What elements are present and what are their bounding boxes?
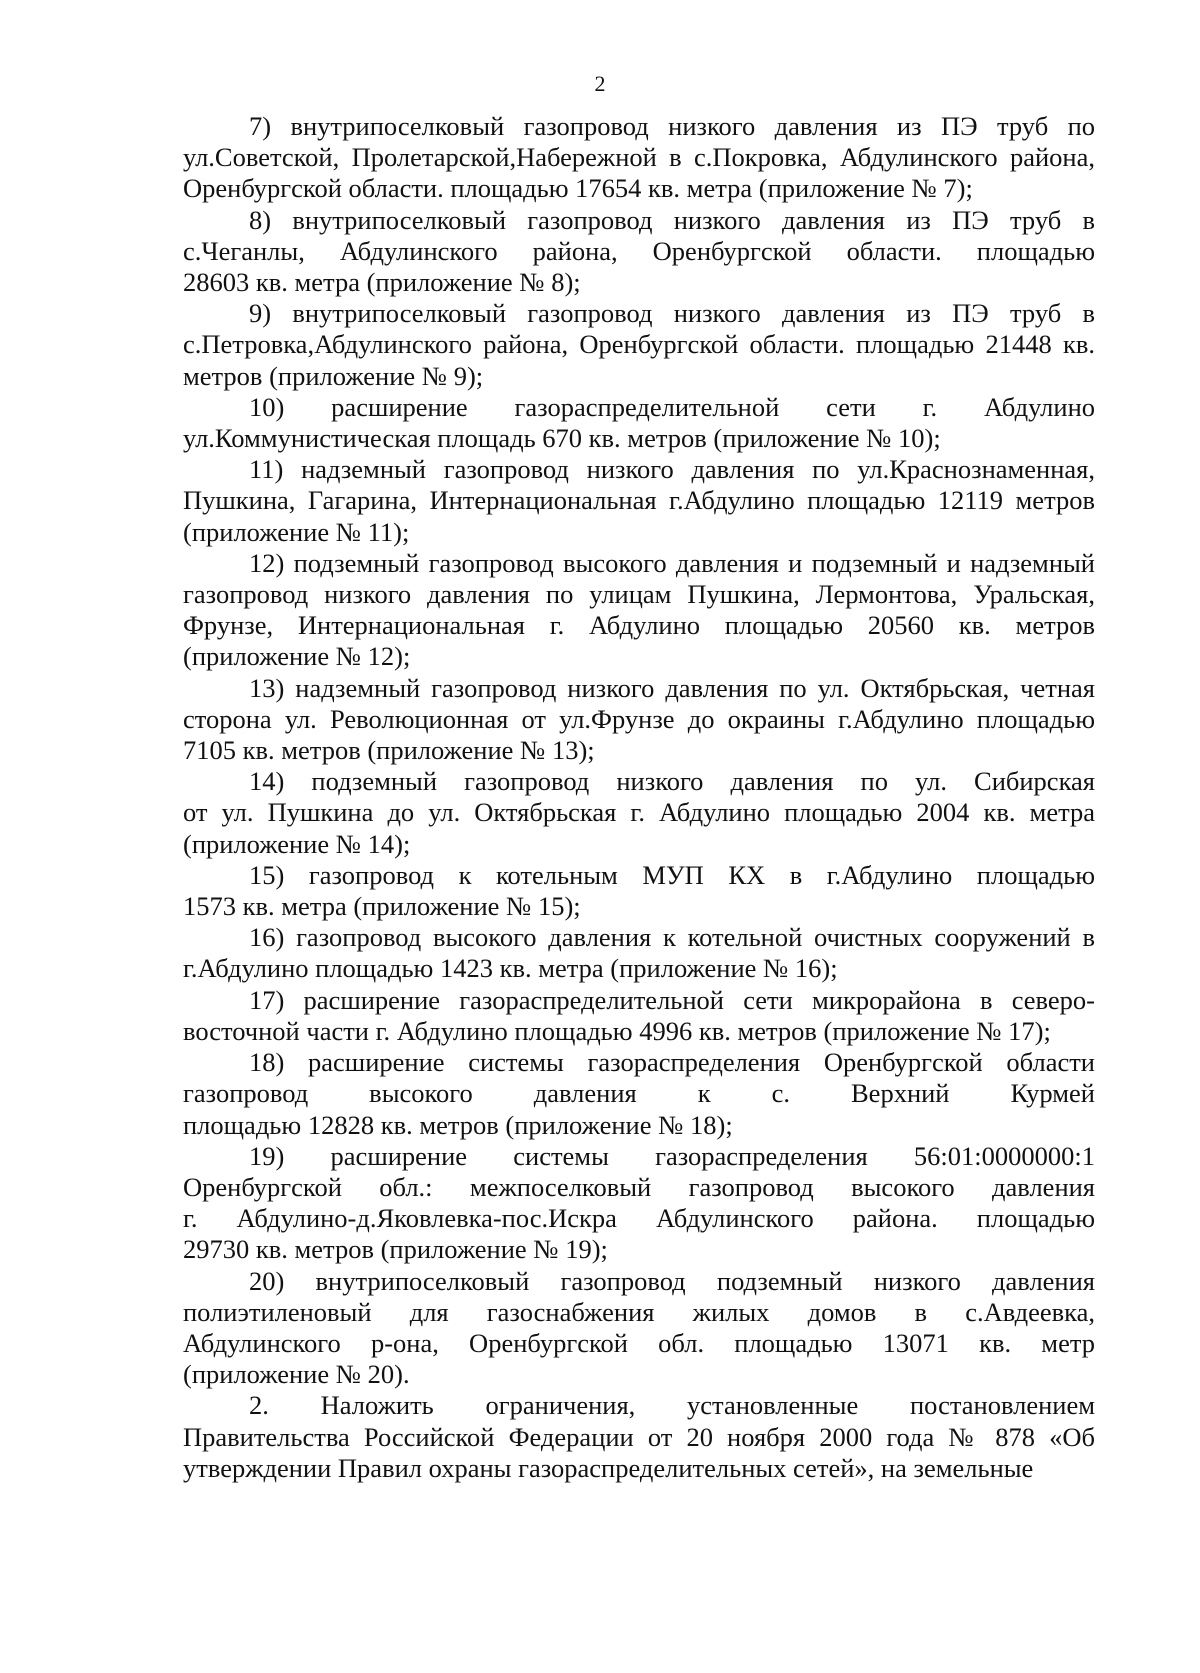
paragraph-item-9 xyxy=(183,298,1095,392)
paragraph-item-10 xyxy=(183,392,1095,454)
text-line: 28603 кв. метра (приложение № 8); xyxy=(183,267,581,298)
document-body xyxy=(183,111,1095,1484)
text-line: с.Петровка,Абдулинского района, Оренбургской области. площадью 21448 кв. xyxy=(183,329,1095,360)
paragraph-item-15 xyxy=(183,860,1095,922)
text-line: Абдулинского р-она, Оренбургской обл. площадью 13071 кв. метр xyxy=(183,1327,1095,1358)
text-line: 1573 кв. метра (приложение № 15); xyxy=(183,891,581,922)
text-line: 14) подземный газопровод низкого давления по ул. Сибирская xyxy=(249,766,1095,797)
text-line: с.Чеганлы, Абдулинского района, Оренбургской области. площадью xyxy=(183,235,1095,266)
text-line: 20) внутрипоселковый газопровод подземный низкого давления xyxy=(249,1265,1095,1296)
paragraph-item-8 xyxy=(183,205,1095,299)
paragraph-item-7 xyxy=(183,111,1095,205)
text-line: (приложение № 14); xyxy=(183,828,411,859)
text-line: (приложение № 11); xyxy=(183,516,410,547)
text-line: г. Абдулино-д.Яковлевка-пос.Искра Абдулинского района. площадью xyxy=(183,1203,1095,1234)
text-line: 2. Наложить ограничения, установленные постановлением xyxy=(249,1390,1095,1421)
paragraph-item-17 xyxy=(183,985,1095,1047)
text-line: 18) расширение системы газораспределения Оренбургской области xyxy=(249,1047,1095,1078)
text-line: 7) внутрипоселковый газопровод низкого давления из ПЭ труб по xyxy=(249,111,1095,141)
paragraph-item-16 xyxy=(183,922,1095,984)
text-line: утверждении Правил охраны газораспределительных сетей», на земельные xyxy=(183,1452,1034,1483)
paragraph-item-12 xyxy=(183,548,1095,673)
text-line: Правительства Российской Федерации от 20 ноября 2000 года № 878 «Об xyxy=(183,1421,1095,1452)
text-line: Оренбургской обл.: межпоселковый газопровод высокого давления xyxy=(183,1171,1095,1202)
text-line: 12) подземный газопровод высокого давления и подземный и надземный xyxy=(249,547,1095,578)
text-line: 13) надземный газопровод низкого давления по ул. Октябрьская, четная xyxy=(249,672,1095,703)
text-line: 19) расширение системы газораспределения 56:01:0000000:1 xyxy=(249,1140,1095,1171)
paragraph-item-11 xyxy=(183,454,1095,548)
text-line: газопровод высокого давления к с. Верхний Курмей xyxy=(183,1078,1095,1109)
text-line: г.Абдулино площадью 1423 кв. метра (приложение № 16); xyxy=(183,953,838,984)
text-line: ул.Советской, Пролетарской,Набережной в с.Покровка, Абдулинского района, xyxy=(183,142,1095,173)
text-line: 16) газопровод высокого давления к котельной очистных сооружений в xyxy=(249,922,1095,953)
text-line: 11) надземный газопровод низкого давления по ул.Краснознаменная, xyxy=(249,454,1095,485)
paragraph-clause-2 xyxy=(183,1390,1095,1484)
text-line: (приложение № 12); xyxy=(183,641,411,672)
text-line: Пушкина, Гагарина, Интернациональная г.Абдулино площадью 12119 метров xyxy=(183,485,1095,516)
paragraph-item-18 xyxy=(183,1047,1095,1141)
text-line: сторона ул. Революционная от ул.Фрунзе до окраины г.Абдулино площадью xyxy=(183,703,1095,734)
paragraph-item-13 xyxy=(183,673,1095,767)
text-line: метров (приложение № 9); xyxy=(183,360,484,391)
text-line: полиэтиленовый для газоснабжения жилых домов в с.Авдеевка, xyxy=(183,1296,1095,1327)
text-line: (приложение № 20). xyxy=(183,1359,410,1390)
paragraph-item-20 xyxy=(183,1266,1095,1391)
page-number: 2 xyxy=(594,71,606,96)
paragraph-item-14 xyxy=(183,766,1095,860)
text-line: Фрунзе, Интернациональная г. Абдулино площадью 20560 кв. метров xyxy=(183,610,1095,641)
text-line: восточной части г. Абдулино площадью 4996 кв. метров (приложение № 17); xyxy=(183,1015,1051,1046)
text-line: 8) внутрипоселковый газопровод низкого давления из ПЭ труб в xyxy=(249,204,1095,235)
text-line: 9) внутрипоселковый газопровод низкого давления из ПЭ труб в xyxy=(249,298,1095,329)
text-line: ул.Коммунистическая площадь 670 кв. метров (приложение № 10); xyxy=(183,423,941,454)
text-line: от ул. Пушкина до ул. Октябрьская г. Абдулино площадью 2004 кв. метра xyxy=(183,797,1095,828)
text-line: 15) газопровод к котельным МУП КХ в г.Абдулино площадью xyxy=(249,859,1095,890)
text-line: 17) расширение газораспределительной сети микрорайона в северо- xyxy=(249,984,1095,1015)
paragraph-item-19 xyxy=(183,1141,1095,1266)
text-line: 7105 кв. метров (приложение № 13); xyxy=(183,735,595,766)
text-line: Оренбургской области. площадью 17654 кв. метра (приложение № 7); xyxy=(183,173,973,204)
text-line: 10) расширение газораспределительной сети г. Абдулино xyxy=(249,391,1095,422)
text-line: 29730 кв. метров (приложение № 19); xyxy=(183,1234,608,1265)
text-line: газопровод низкого давления по улицам Пушкина, Лермонтова, Уральская, xyxy=(183,579,1095,610)
text-line: площадью 12828 кв. метров (приложение № 18); xyxy=(183,1109,733,1140)
